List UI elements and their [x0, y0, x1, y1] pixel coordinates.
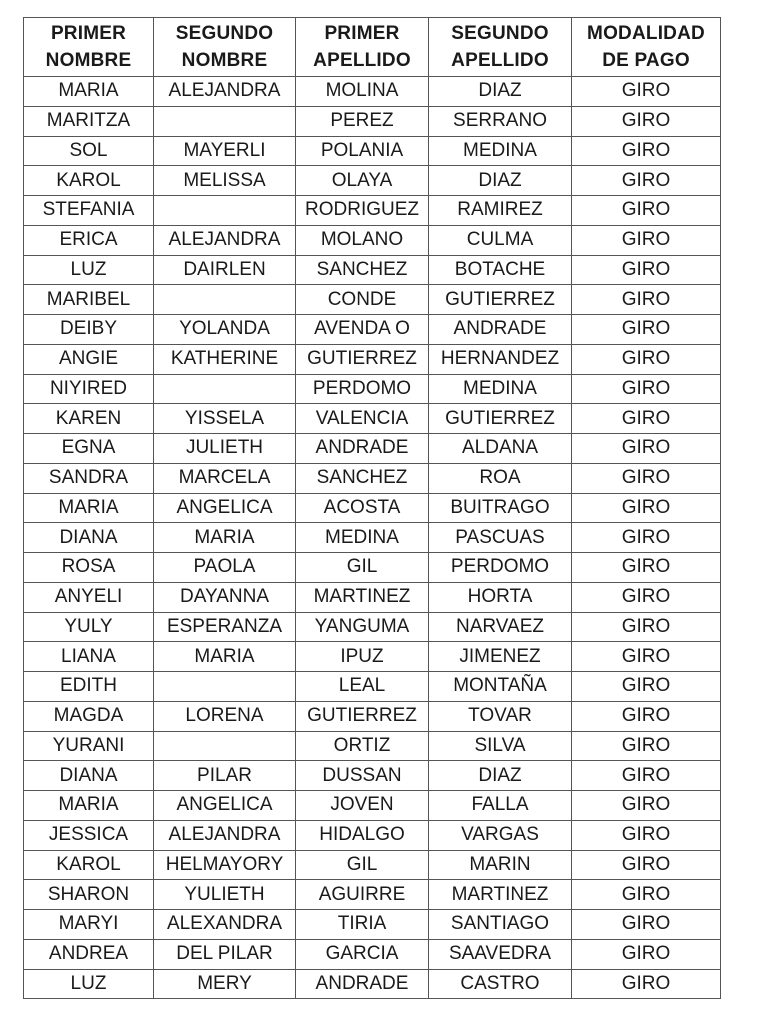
cell-modalidad-de-pago: GIRO	[572, 404, 721, 434]
table-row	[24, 582, 721, 612]
cell-primer-apellido: GIL	[296, 553, 429, 583]
cell-segundo-nombre: MAYERLI	[154, 136, 296, 166]
cell-primer-nombre: ANDREA	[24, 939, 154, 969]
cell-modalidad-de-pago: GIRO	[572, 939, 721, 969]
cell-segundo-apellido: SILVA	[429, 731, 572, 761]
cell-modalidad-de-pago: GIRO	[572, 374, 721, 404]
cell-primer-apellido: YANGUMA	[296, 612, 429, 642]
cell-segundo-apellido: FALLA	[429, 791, 572, 821]
cell-primer-apellido: MARTINEZ	[296, 582, 429, 612]
table-row	[24, 77, 721, 107]
cell-primer-nombre: MARIBEL	[24, 285, 154, 315]
cell-modalidad-de-pago: GIRO	[572, 136, 721, 166]
cell-primer-apellido: ACOSTA	[296, 493, 429, 523]
cell-primer-nombre: MARIA	[24, 77, 154, 107]
cell-segundo-apellido: ALDANA	[429, 434, 572, 464]
table-row	[24, 404, 721, 434]
cell-primer-nombre: LUZ	[24, 255, 154, 285]
cell-modalidad-de-pago: GIRO	[572, 820, 721, 850]
cell-modalidad-de-pago: GIRO	[572, 969, 721, 999]
cell-primer-nombre: LUZ	[24, 969, 154, 999]
cell-modalidad-de-pago: GIRO	[572, 77, 721, 107]
cell-segundo-nombre: PILAR	[154, 761, 296, 791]
cell-primer-nombre: LIANA	[24, 642, 154, 672]
cell-segundo-nombre: YOLANDA	[154, 315, 296, 345]
table-row	[24, 910, 721, 940]
cell-segundo-nombre	[154, 374, 296, 404]
cell-primer-nombre: DIANA	[24, 761, 154, 791]
cell-primer-nombre: MARIA	[24, 791, 154, 821]
cell-primer-apellido: CONDE	[296, 285, 429, 315]
table-row	[24, 672, 721, 702]
cell-primer-apellido: GUTIERREZ	[296, 701, 429, 731]
cell-modalidad-de-pago: GIRO	[572, 344, 721, 374]
table-row	[24, 880, 721, 910]
cell-modalidad-de-pago: GIRO	[572, 880, 721, 910]
cell-segundo-apellido: SANTIAGO	[429, 910, 572, 940]
table-row	[24, 166, 721, 196]
cell-primer-nombre: ANYELI	[24, 582, 154, 612]
cell-modalidad-de-pago: GIRO	[572, 255, 721, 285]
cell-primer-apellido: AVENDA O	[296, 315, 429, 345]
cell-segundo-nombre	[154, 106, 296, 136]
cell-primer-nombre: SANDRA	[24, 463, 154, 493]
cell-primer-nombre: EDITH	[24, 672, 154, 702]
cell-segundo-apellido: SERRANO	[429, 106, 572, 136]
table-row	[24, 493, 721, 523]
cell-segundo-apellido: NARVAEZ	[429, 612, 572, 642]
cell-primer-nombre: EGNA	[24, 434, 154, 464]
cell-primer-apellido: TIRIA	[296, 910, 429, 940]
cell-segundo-nombre: ALEJANDRA	[154, 820, 296, 850]
table-row	[24, 701, 721, 731]
table-row	[24, 939, 721, 969]
cell-primer-apellido: PERDOMO	[296, 374, 429, 404]
cell-primer-apellido: VALENCIA	[296, 404, 429, 434]
cell-segundo-nombre: KATHERINE	[154, 344, 296, 374]
header-row	[24, 18, 721, 77]
cell-primer-nombre: ANGIE	[24, 344, 154, 374]
cell-modalidad-de-pago: GIRO	[572, 791, 721, 821]
cell-primer-nombre: SOL	[24, 136, 154, 166]
table-body	[24, 77, 721, 999]
cell-primer-nombre: DIANA	[24, 523, 154, 553]
cell-segundo-apellido: MEDINA	[429, 136, 572, 166]
table-row	[24, 612, 721, 642]
table-row	[24, 553, 721, 583]
cell-modalidad-de-pago: GIRO	[572, 315, 721, 345]
table-row	[24, 820, 721, 850]
cell-segundo-apellido: TOVAR	[429, 701, 572, 731]
cell-segundo-apellido: MONTAÑA	[429, 672, 572, 702]
cell-primer-apellido: HIDALGO	[296, 820, 429, 850]
cell-primer-apellido: MOLINA	[296, 77, 429, 107]
cell-modalidad-de-pago: GIRO	[572, 582, 721, 612]
beneficiary-table	[23, 17, 721, 999]
table-row	[24, 642, 721, 672]
cell-modalidad-de-pago: GIRO	[572, 642, 721, 672]
cell-primer-nombre: YULY	[24, 612, 154, 642]
table-row	[24, 791, 721, 821]
cell-primer-apellido: PEREZ	[296, 106, 429, 136]
cell-primer-apellido: JOVEN	[296, 791, 429, 821]
cell-primer-apellido: OLAYA	[296, 166, 429, 196]
cell-segundo-nombre: DAYANNA	[154, 582, 296, 612]
cell-segundo-nombre: ANGELICA	[154, 791, 296, 821]
cell-primer-apellido: SANCHEZ	[296, 255, 429, 285]
cell-segundo-apellido: JIMENEZ	[429, 642, 572, 672]
cell-segundo-apellido: GUTIERREZ	[429, 404, 572, 434]
cell-primer-apellido: LEAL	[296, 672, 429, 702]
cell-segundo-nombre: JULIETH	[154, 434, 296, 464]
cell-segundo-nombre: ESPERANZA	[154, 612, 296, 642]
table-row	[24, 136, 721, 166]
cell-modalidad-de-pago: GIRO	[572, 910, 721, 940]
cell-segundo-nombre: MERY	[154, 969, 296, 999]
cell-primer-nombre: MARYI	[24, 910, 154, 940]
cell-primer-nombre: ERICA	[24, 225, 154, 255]
cell-modalidad-de-pago: GIRO	[572, 166, 721, 196]
cell-segundo-apellido: DIAZ	[429, 166, 572, 196]
cell-segundo-nombre: MARCELA	[154, 463, 296, 493]
cell-primer-nombre: STEFANIA	[24, 196, 154, 226]
cell-segundo-apellido: GUTIERREZ	[429, 285, 572, 315]
cell-segundo-nombre: PAOLA	[154, 553, 296, 583]
cell-segundo-apellido: MARTINEZ	[429, 880, 572, 910]
table-row	[24, 315, 721, 345]
cell-segundo-nombre: DAIRLEN	[154, 255, 296, 285]
table-row	[24, 434, 721, 464]
cell-modalidad-de-pago: GIRO	[572, 761, 721, 791]
cell-segundo-apellido: BOTACHE	[429, 255, 572, 285]
cell-primer-apellido: ANDRADE	[296, 969, 429, 999]
cell-primer-nombre: JESSICA	[24, 820, 154, 850]
cell-segundo-apellido: DIAZ	[429, 77, 572, 107]
cell-segundo-nombre	[154, 672, 296, 702]
cell-primer-apellido: ORTIZ	[296, 731, 429, 761]
table-row	[24, 731, 721, 761]
cell-primer-apellido: GIL	[296, 850, 429, 880]
cell-segundo-nombre	[154, 196, 296, 226]
table-row	[24, 523, 721, 553]
cell-primer-nombre: NIYIRED	[24, 374, 154, 404]
header-segundo-apellido: SEGUNDO APELLIDO	[429, 18, 572, 77]
cell-segundo-apellido: MARIN	[429, 850, 572, 880]
cell-segundo-apellido: ANDRADE	[429, 315, 572, 345]
cell-primer-nombre: MARIA	[24, 493, 154, 523]
cell-segundo-apellido: SAAVEDRA	[429, 939, 572, 969]
cell-primer-nombre: YURANI	[24, 731, 154, 761]
header-segundo-nombre: SEGUNDO NOMBRE	[154, 18, 296, 77]
cell-segundo-apellido: PASCUAS	[429, 523, 572, 553]
cell-segundo-nombre: YISSELA	[154, 404, 296, 434]
cell-primer-apellido: DUSSAN	[296, 761, 429, 791]
table-row	[24, 285, 721, 315]
cell-modalidad-de-pago: GIRO	[572, 106, 721, 136]
cell-primer-nombre: SHARON	[24, 880, 154, 910]
table-row	[24, 255, 721, 285]
cell-segundo-nombre: ALEJANDRA	[154, 225, 296, 255]
cell-segundo-apellido: BUITRAGO	[429, 493, 572, 523]
cell-segundo-apellido: ROA	[429, 463, 572, 493]
cell-segundo-nombre: MELISSA	[154, 166, 296, 196]
cell-primer-apellido: GARCIA	[296, 939, 429, 969]
cell-primer-apellido: RODRIGUEZ	[296, 196, 429, 226]
cell-segundo-apellido: VARGAS	[429, 820, 572, 850]
cell-modalidad-de-pago: GIRO	[572, 701, 721, 731]
header-modalidad-de-pago: MODALIDAD DE PAGO	[572, 18, 721, 77]
cell-modalidad-de-pago: GIRO	[572, 850, 721, 880]
cell-segundo-apellido: CASTRO	[429, 969, 572, 999]
cell-modalidad-de-pago: GIRO	[572, 225, 721, 255]
cell-modalidad-de-pago: GIRO	[572, 672, 721, 702]
cell-segundo-nombre: ALEJANDRA	[154, 77, 296, 107]
cell-modalidad-de-pago: GIRO	[572, 463, 721, 493]
cell-segundo-apellido: MEDINA	[429, 374, 572, 404]
table-row	[24, 225, 721, 255]
cell-segundo-apellido: CULMA	[429, 225, 572, 255]
cell-modalidad-de-pago: GIRO	[572, 285, 721, 315]
cell-segundo-nombre: YULIETH	[154, 880, 296, 910]
table-row	[24, 850, 721, 880]
cell-segundo-apellido: RAMIREZ	[429, 196, 572, 226]
cell-modalidad-de-pago: GIRO	[572, 731, 721, 761]
cell-primer-nombre: ROSA	[24, 553, 154, 583]
cell-segundo-nombre: DEL PILAR	[154, 939, 296, 969]
table-header	[24, 18, 721, 77]
cell-modalidad-de-pago: GIRO	[572, 553, 721, 583]
header-primer-nombre: PRIMER NOMBRE	[24, 18, 154, 77]
cell-primer-apellido: AGUIRRE	[296, 880, 429, 910]
table-row	[24, 196, 721, 226]
cell-segundo-nombre: MARIA	[154, 523, 296, 553]
cell-modalidad-de-pago: GIRO	[572, 612, 721, 642]
cell-segundo-nombre: HELMAYORY	[154, 850, 296, 880]
cell-primer-nombre: KAREN	[24, 404, 154, 434]
cell-segundo-apellido: HORTA	[429, 582, 572, 612]
cell-segundo-nombre: ALEXANDRA	[154, 910, 296, 940]
table-row	[24, 344, 721, 374]
cell-segundo-nombre	[154, 731, 296, 761]
header-primer-apellido: PRIMER APELLIDO	[296, 18, 429, 77]
cell-primer-apellido: POLANIA	[296, 136, 429, 166]
table-row	[24, 463, 721, 493]
cell-modalidad-de-pago: GIRO	[572, 523, 721, 553]
cell-segundo-nombre: LORENA	[154, 701, 296, 731]
cell-primer-apellido: GUTIERREZ	[296, 344, 429, 374]
cell-primer-apellido: IPUZ	[296, 642, 429, 672]
table-row	[24, 106, 721, 136]
cell-primer-apellido: ANDRADE	[296, 434, 429, 464]
cell-primer-nombre: MAGDA	[24, 701, 154, 731]
cell-segundo-nombre: ANGELICA	[154, 493, 296, 523]
table-row	[24, 761, 721, 791]
cell-segundo-apellido: DIAZ	[429, 761, 572, 791]
cell-primer-nombre: KAROL	[24, 166, 154, 196]
cell-modalidad-de-pago: GIRO	[572, 434, 721, 464]
document-sheet	[23, 17, 720, 999]
cell-segundo-nombre: MARIA	[154, 642, 296, 672]
cell-segundo-apellido: HERNANDEZ	[429, 344, 572, 374]
cell-segundo-nombre	[154, 285, 296, 315]
cell-primer-nombre: KAROL	[24, 850, 154, 880]
cell-primer-apellido: SANCHEZ	[296, 463, 429, 493]
cell-segundo-apellido: PERDOMO	[429, 553, 572, 583]
cell-primer-nombre: MARITZA	[24, 106, 154, 136]
cell-modalidad-de-pago: GIRO	[572, 493, 721, 523]
table-row	[24, 969, 721, 999]
cell-modalidad-de-pago: GIRO	[572, 196, 721, 226]
cell-primer-apellido: MEDINA	[296, 523, 429, 553]
table-row	[24, 374, 721, 404]
cell-primer-apellido: MOLANO	[296, 225, 429, 255]
cell-primer-nombre: DEIBY	[24, 315, 154, 345]
